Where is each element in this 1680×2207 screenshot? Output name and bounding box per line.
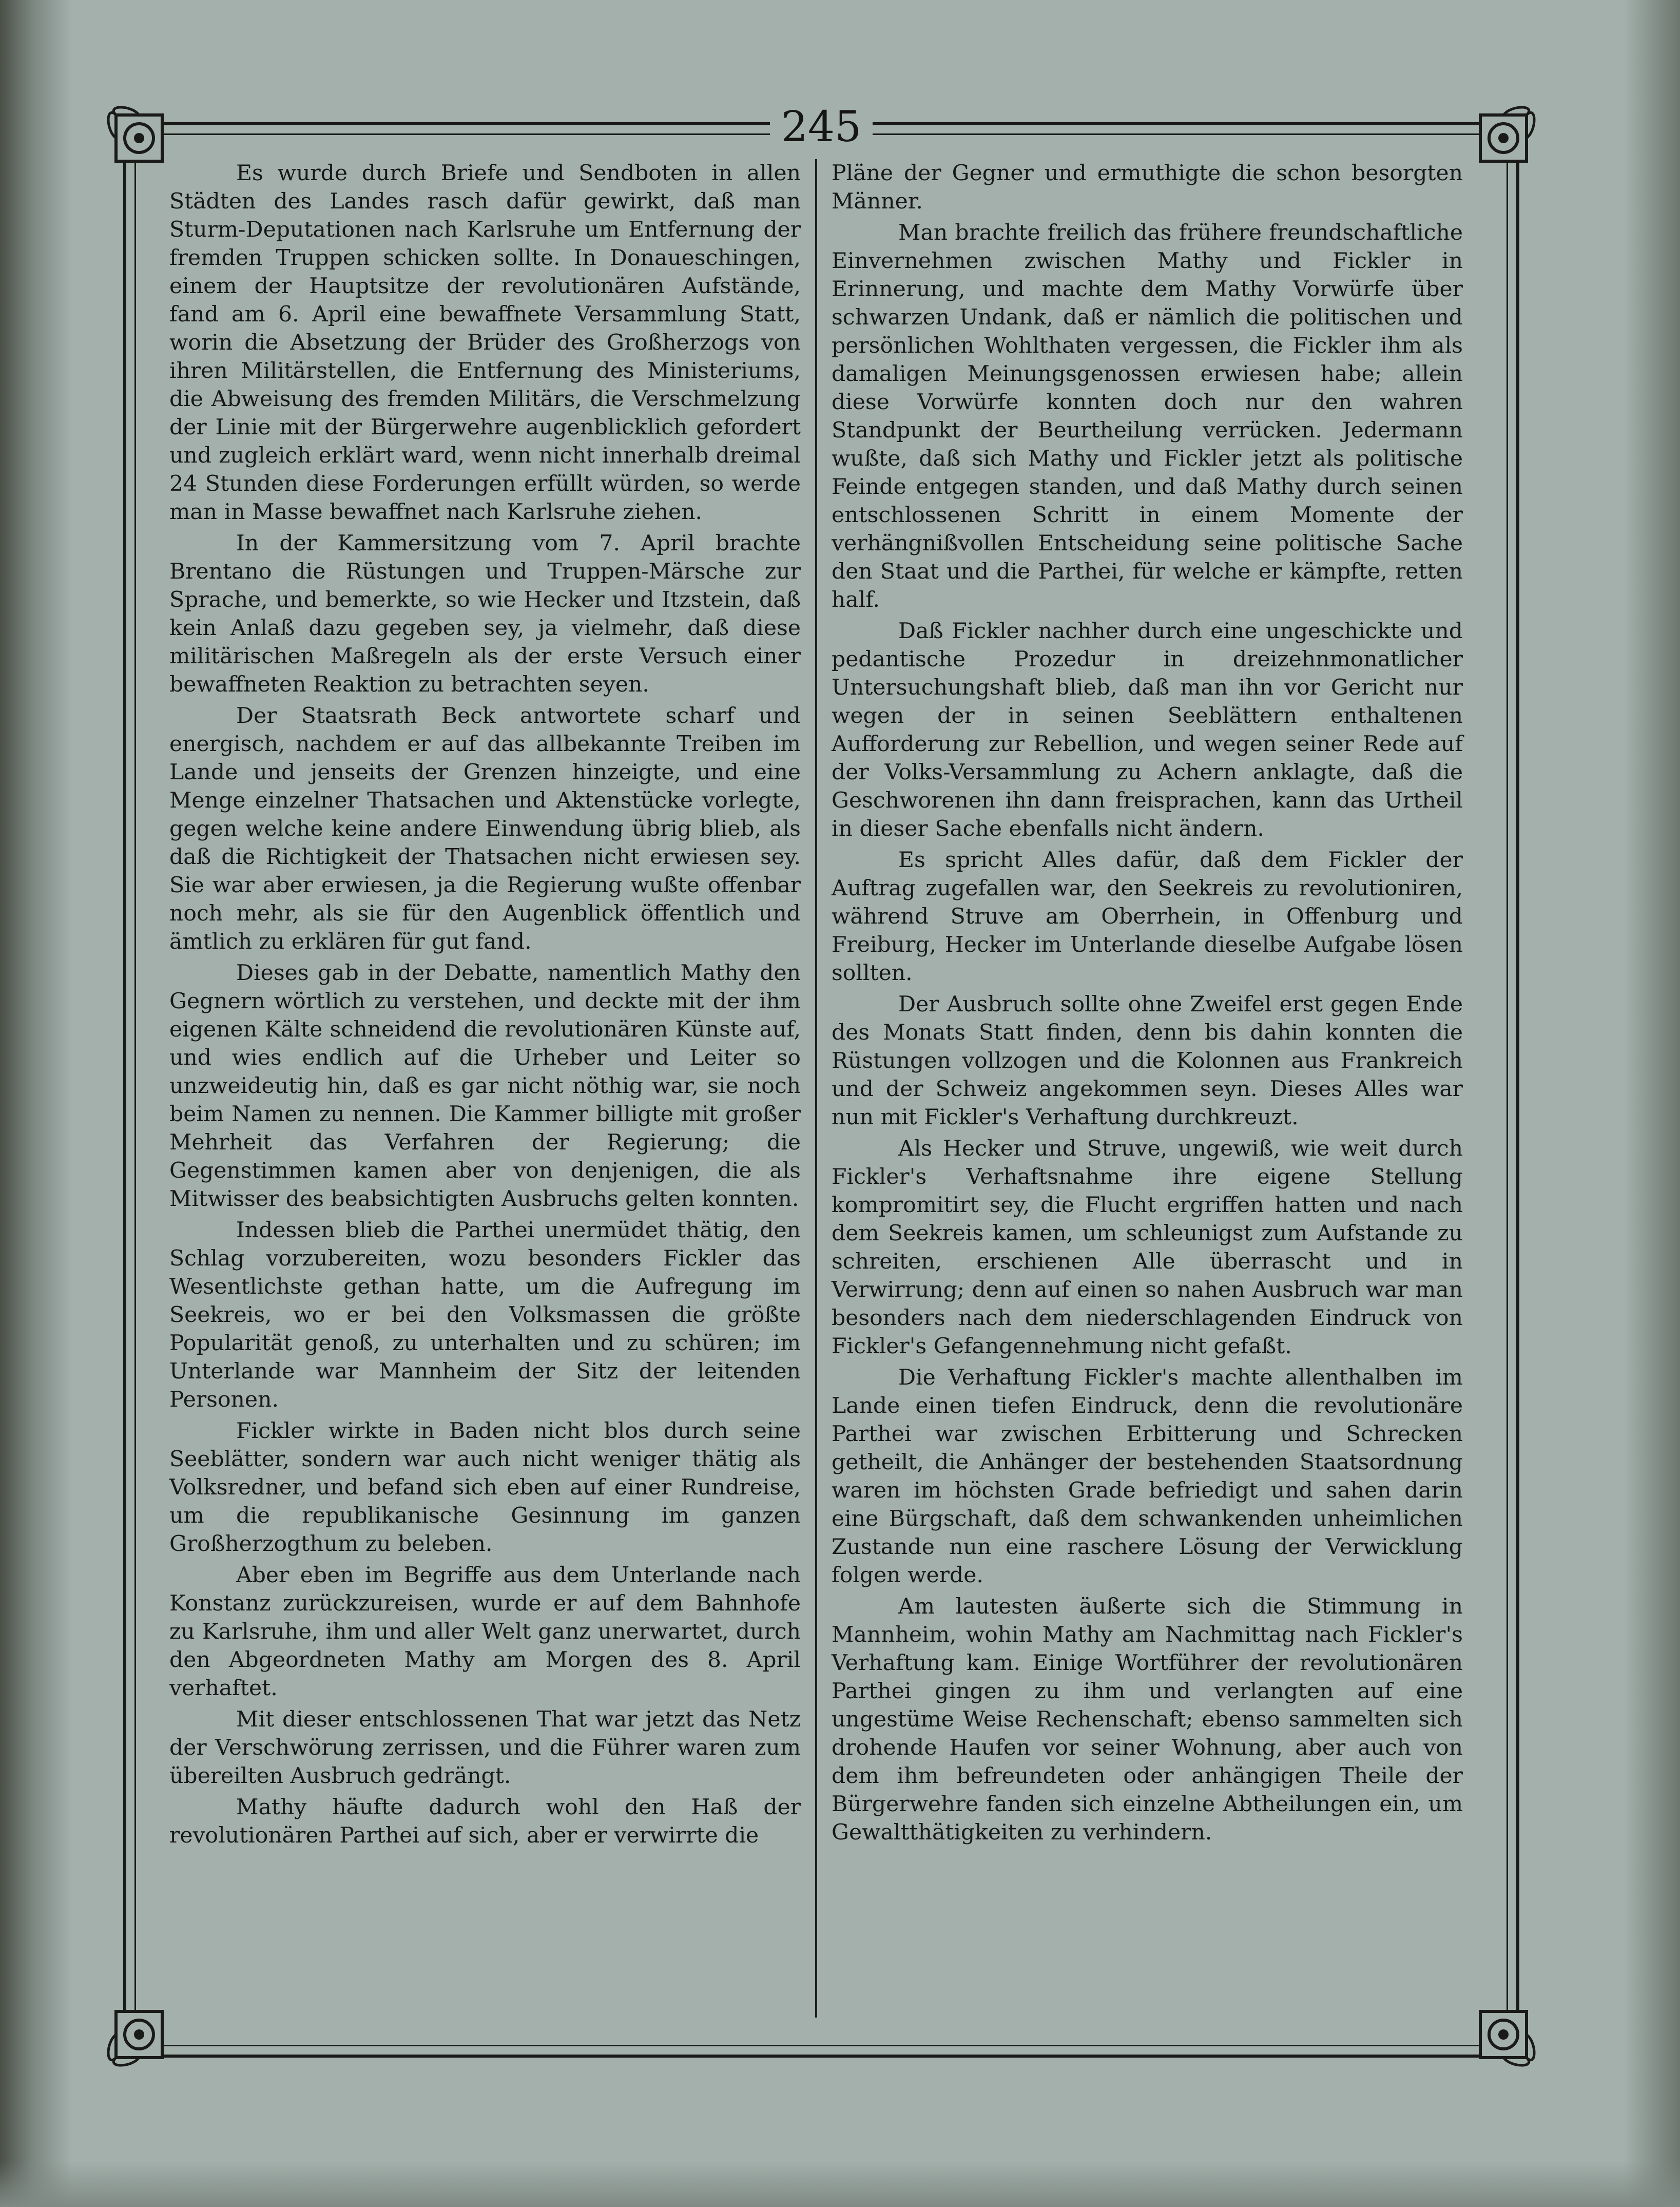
paragraph: Dieses gab in der Debatte, namentlich Mathy den Gegnern wörtlich zu verstehen, und deckte mit der ihm eigenen Kälte schneidend die revolutionären Künste auf, und wies endlich auf die Urheber und Leiter so unzweideutig hin, daß es gar nicht nöthig war, sie noch beim Namen zu nennen. Die Kammer billigte mit großer Mehrheit das Verfahren der Regierung; die Gegenstimmen kamen aber von denjenigen, die als Mitwisser des beabsichtigten Ausbruchs gelten konnten. (169, 961, 801, 1212)
paragraph: Es spricht Alles dafür, daß dem Fickler der Auftrag zugefallen war, den Seekreis zu revolutioniren, während Struve am Oberrhein, in Offenburg und Freiburg, Hecker im Unterlande dieselbe Aufgabe lösen sollten. (832, 848, 1463, 986)
bottom-shadow (0, 2161, 1680, 2207)
paragraph: Der Staatsrath Beck antwortete scharf und energisch, nachdem er auf das allbekannte Treiben im Lande und jenseits der Grenzen hinzeigte, und eine Menge einzelner Thatsachen und Aktenstücke vorlegte, gegen welche keine andere Einwendung übrig blieb, als daß die Richtigkeit der Thatsachen nicht erwiesen sey. Sie war aber erwiesen, ja die Regierung wußte offenbar noch mehr, als sie für den Augenblick öffentlich und ämtlich zu erklären für gut fand. (169, 703, 801, 954)
paragraph: Als Hecker und Struve, ungewiß, wie weit durch Fickler's Verhaftsnahme ihre eigene Stellung kompromitirt sey, die Flucht ergriffen hatten und nach dem Seekreis kamen, um schleunigst zum Aufstande zu schreiten, erschienen Alle überrascht und in Verwirrung; denn auf einen so nahen Ausbruch war man besonders nach dem niederschlagenden Eindruck von Fickler's Gefangennehmung nicht gefaßt. (832, 1136, 1463, 1359)
binding-shadow (0, 0, 72, 2207)
left-column (169, 159, 801, 1850)
edge-shadow (1624, 0, 1680, 2207)
paragraph: Am lautesten äußerte sich die Stimmung in Mannheim, wohin Mathy am Nachmittag nach Fickler's Verhaftung kam. Einige Wortführer der revolutionären Parthei gingen zu ihm und verlangten auf eine ungestüme Weise Rechenschaft; ebenso sammelten sich drohende Haufen vor seiner Wohnung, aber auch von dem ihm befreundeten oder anhängigen Theile der Bürgerwehre fanden sich einzelne Abtheilungen ein, um Gewaltthätigkeiten zu verhindern. (832, 1594, 1463, 1845)
paragraph: Man brachte freilich das frühere freundschaftliche Einvernehmen zwischen Mathy und Fickler in Erinnerung, und machte dem Mathy Vorwürfe über schwarzen Undank, daß er nämlich die politischen und persönlichen Wohlthaten vergessen, die Fickler ihm als damaligen Meinungsgenossen erwiesen habe; allein diese Vorwürfe konnten doch nur den wahren Standpunkt der Beurtheilung verrücken. Jedermann wußte, daß sich Mathy und Fickler jetzt als politische Feinde entgegen standen, und daß Mathy durch seinen entschlossenen Schritt in einem Momente der verhängnißvollen Entscheidung seine politische Sache den Staat und die Parthei, für welche er kämpfte, retten half. (832, 220, 1463, 612)
paragraph: Aber eben im Begriffe aus dem Unterlande nach Konstanz zurückzureisen, wurde er auf dem Bahnhofe zu Karlsruhe, ihm und aller Welt ganz unerwartet, durch den Abgeordneten Mathy am Morgen des 8. April verhaftet. (169, 1563, 801, 1701)
paragraph: Der Ausbruch sollte ohne Zweifel erst gegen Ende des Monats Statt finden, denn bis dahin konnten die Rüstungen vollzogen und die Kolonnen aus Frankreich und der Schweiz angekommen seyn. Dieses Alles war nun mit Fickler's Verhaftung durchkreuzt. (832, 992, 1463, 1130)
paragraph: Es wurde durch Briefe und Sendboten in allen Städten des Landes rasch dafür gewirkt, daß man Sturm-Deputationen nach Karlsruhe um Entfernung der fremden Truppen schicken sollte. In Donaueschingen, einem der Hauptsitze der revolutionären Aufstände, fand am 6. April eine bewaffnete Versammlung Statt, worin die Absetzung der Brüder des Großherzogs von ihren Militärstellen, die Entfernung des Ministeriums, die Abweisung des fremden Militärs, die Verschmelzung der Linie mit der Bürgerwehre augenblicklich gefordert und zugleich erklärt ward, wenn nicht innerhalb dreimal 24 Stunden diese Forderungen erfüllt würden, so werde man in Masse bewaffnet nach Karlsruhe ziehen. (169, 161, 801, 525)
column-divider (815, 159, 817, 2018)
corner-ornament-icon (101, 1996, 178, 2073)
page-number: 245 (770, 97, 873, 158)
paragraph: Pläne der Gegner und ermuthigte die schon besorgten Männer. (832, 161, 1463, 214)
corner-ornament-icon (1465, 100, 1542, 177)
paragraph: Daß Fickler nachher durch eine ungeschickte und pedantische Prozedur in dreizehnmonatlicher Untersuchungshaft blieb, daß man ihn vor Gericht nur wegen der in seinen Seeblättern enthaltenen Aufforderung zur Rebellion, und wegen seiner Rede auf der Volks-Versammlung zu Achern anklagte, daß die Geschworenen ihn dann freisprachen, kann das Urtheil in dieser Sache ebenfalls nicht ändern. (832, 619, 1463, 841)
paragraph: Mathy häufte dadurch wohl den Haß der revolutionären Parthei auf sich, aber er verwirrte die (169, 1795, 801, 1848)
corner-ornament-icon (101, 100, 178, 177)
paragraph: Indessen blieb die Parthei unermüdet thätig, den Schlag vorzubereiten, wozu besonders Fickler das Wesentlichste gethan hatte, um die Aufregung im Seekreis, wo er bei den Volksmassen die größte Popularität genoß, zu unterhalten und zu schüren; im Unterlande war Mannheim der Sitz der leitenden Personen. (169, 1218, 801, 1412)
paragraph: Mit dieser entschlossenen That war jetzt das Netz der Verschwörung zerrissen, und die Führer waren zum übereilten Ausbruch gedrängt. (169, 1707, 801, 1789)
paragraph: Die Verhaftung Fickler's machte allenthalben im Lande einen tiefen Eindruck, denn die revolutionäre Parthei war zwischen Erbitterung und Schrecken getheilt, die Anhänger der bestehenden Staatsordnung waren im höchsten Grade befriedigt und sahen darin eine Bürgschaft, daß dem schwankenden unheimlichen Zustande nun eine raschere Lösung der Verwicklung folgen werde. (832, 1365, 1463, 1588)
paragraph: Fickler wirkte in Baden nicht blos durch seine Seeblätter, sondern war auch nicht weniger thätig als Volksredner, und befand sich eben auf einer Rundreise, um die republikanische Gesinnung im ganzen Großherzogthum zu beleben. (169, 1418, 801, 1557)
right-column (832, 159, 1463, 1847)
corner-ornament-icon (1465, 1996, 1542, 2073)
paragraph: In der Kammersitzung vom 7. April brachte Brentano die Rüstungen und Truppen-Märsche zur Sprache, und bemerkte, so wie Hecker und Itzstein, daß kein Anlaß dazu gegeben sey, ja vielmehr, daß diese militärischen Maßregeln als der erste Versuch einer bewaffneten Reaktion zu betrachten seyen. (169, 531, 801, 697)
